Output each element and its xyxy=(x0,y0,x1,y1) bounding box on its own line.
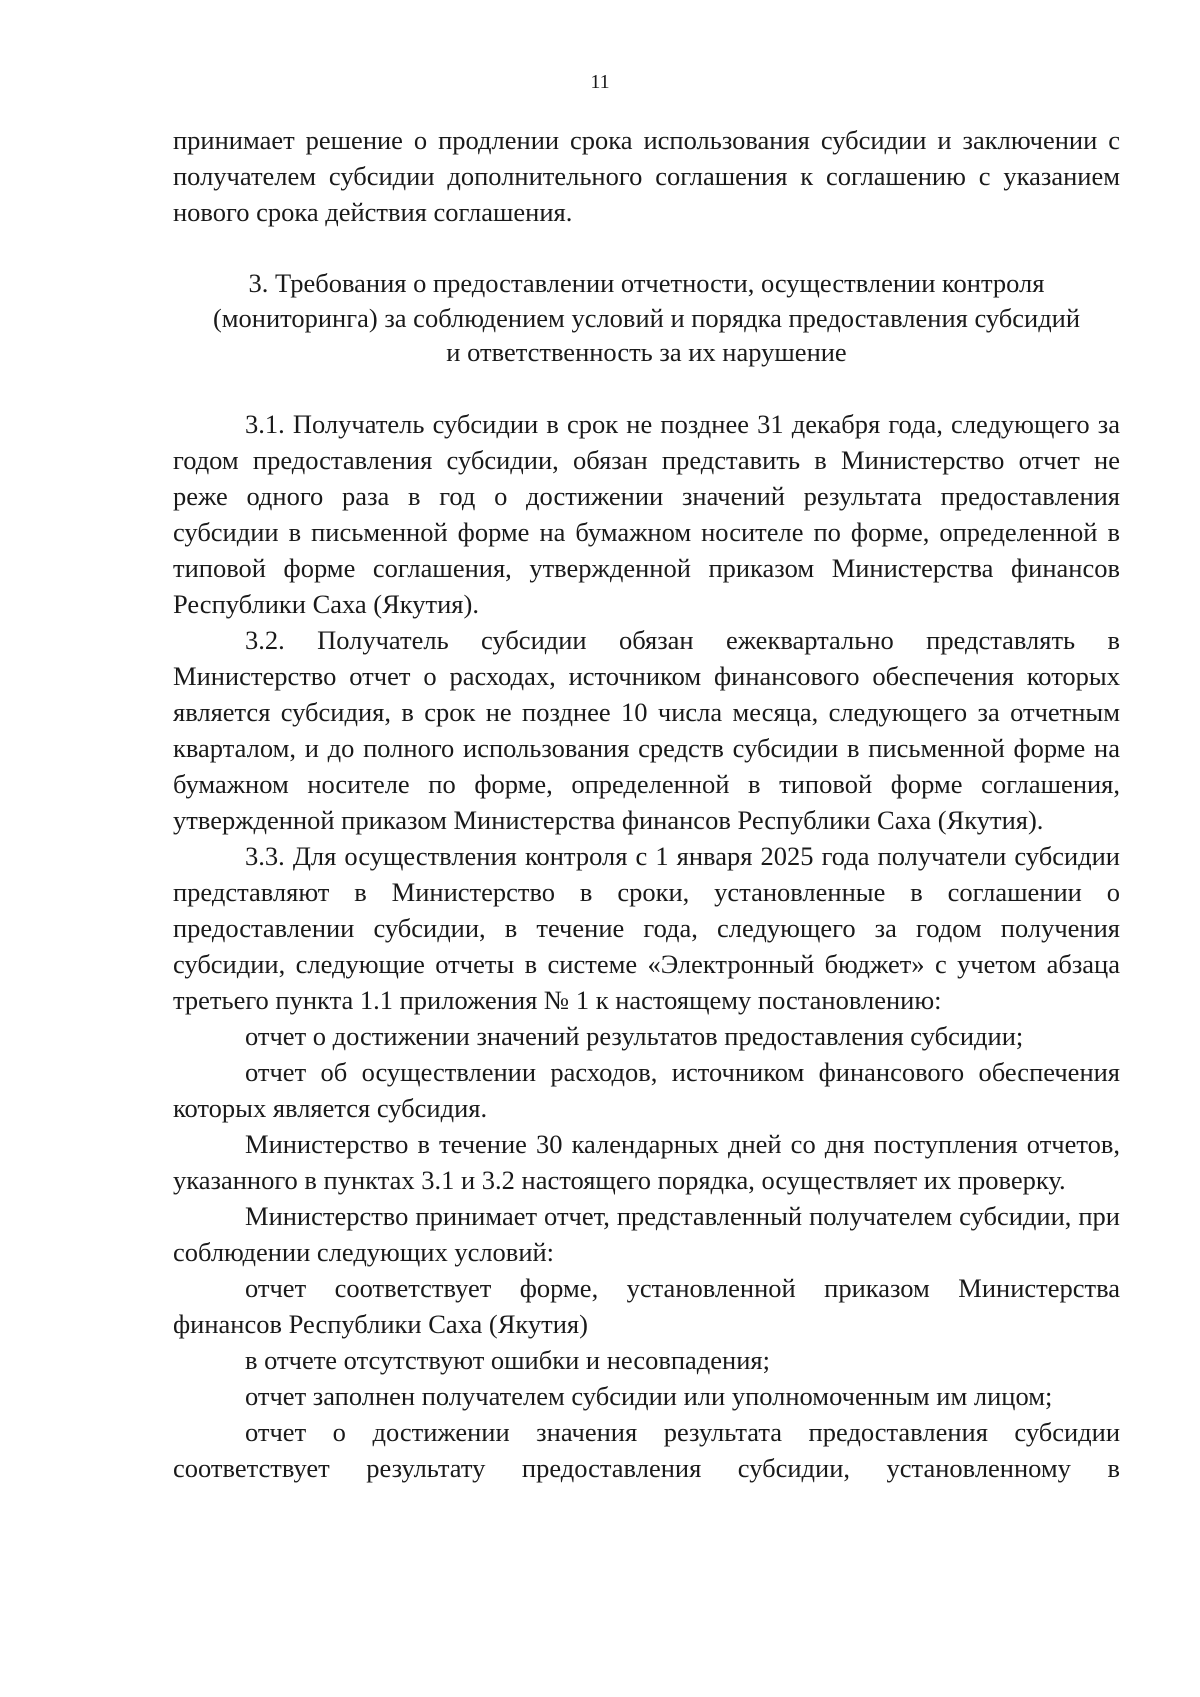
document-body xyxy=(173,122,1120,1486)
condition-result-matches: отчет о достижении значения результата предоставления субсидии соответствует результату предоставления субсидии, установленному в xyxy=(173,1416,1120,1483)
section-heading-line-3: и ответственность за их нарушение xyxy=(446,337,847,367)
condition-form-compliance: отчет соответствует форме, установленной приказом Министерства финансов Республики Саха (Якутия) xyxy=(173,1272,1120,1339)
list-item-report-expenses: отчет об осуществлении расходов, источником финансового обеспечения которых является субсидия. xyxy=(173,1056,1120,1123)
intro-paragraph: принимает решение о продлении срока использования субсидии и заключении с получателем субсидии дополнительного соглашения к соглашению с указанием нового срока действия соглашения. xyxy=(173,125,1120,227)
section-heading-line-2: (мониторинга) за соблюдением условий и порядка предоставления субсидий xyxy=(212,302,1081,333)
paragraph-acceptance-conditions: Министерство принимает отчет, представленный получателем субсидии, при соблюдении следующих условий: xyxy=(173,1200,1120,1267)
page-number: 11 xyxy=(590,71,610,93)
section-heading xyxy=(173,266,1120,370)
paragraph-3-3: 3.3. Для осуществления контроля с 1 января 2025 года получатели субсидии представляют в Министерство в сроки, установленные в соглашении о предоставлении субсидии, в течение года, следующего за годом получения субсидии, следующие отчеты в системе «Электронный бюджет» с учетом абзаца третьего пункта 1.1 приложения № 1 к настоящему постановлению: xyxy=(173,840,1120,1015)
condition-filled-by-recipient: отчет заполнен получателем субсидии или уполномоченным им лицом; xyxy=(245,1380,1053,1411)
section-heading-line-1: 3. Требования о предоставлении отчетности, осуществлении контроля xyxy=(248,268,1045,298)
list-item-report-results: отчет о достижении значений результатов предоставления субсидии; xyxy=(245,1020,1024,1051)
condition-no-errors: в отчете отсутствуют ошибки и несовпадения; xyxy=(245,1344,770,1375)
paragraph-review-period: Министерство в течение 30 календарных дней со дня поступления отчетов, указанного в пунктах 3.1 и 3.2 настоящего порядка, осуществляет их проверку. xyxy=(173,1128,1120,1195)
paragraph-3-1: 3.1. Получатель субсидии в срок не позднее 31 декабря года, следующего за годом предоставления субсидии, обязан представить в Министерство отчет не реже одного раза в год о достижении значений результата предоставления субсидии в письменной форме на бумажном носителе по форме, определенной в типовой форме соглашения, утвержденной приказом Министерства финансов Республики Саха (Якутия). xyxy=(173,408,1120,619)
paragraph-3-2: 3.2. Получатель субсидии обязан ежеквартально представлять в Министерство отчет о расходах, источником финансового обеспечения которых является субсидия, в срок не позднее 10 числа месяца, следующего за отчетным кварталом, и до полного использования средств субсидии в письменной форме на бумажном носителе по форме, определенной в типовой форме соглашения, утвержденной приказом Министерства финансов Республики Саха (Якутия). xyxy=(173,624,1120,835)
